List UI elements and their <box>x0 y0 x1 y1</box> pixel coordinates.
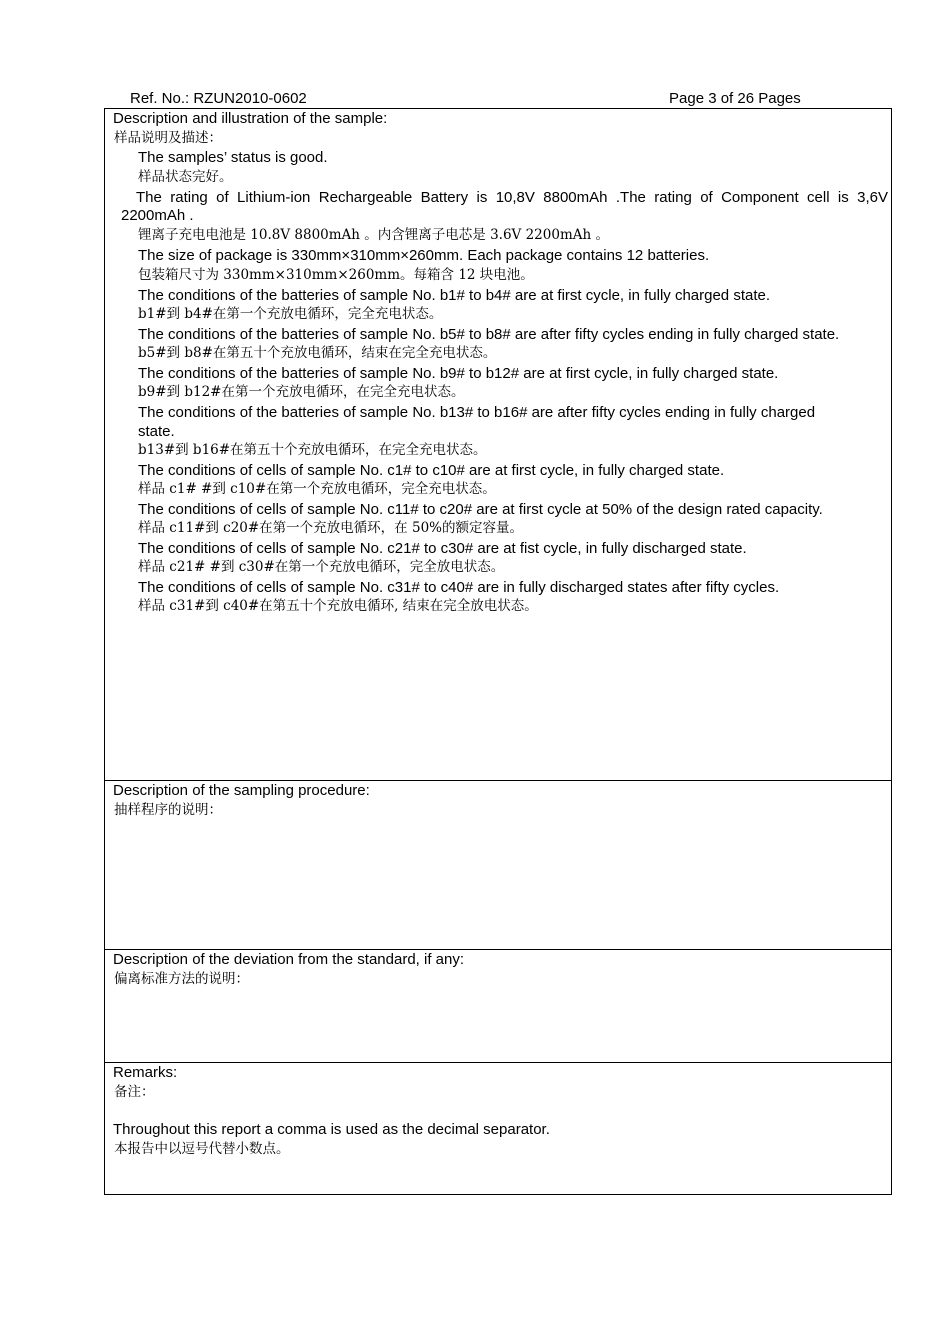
desc-line: The conditions of cells of sample No. c11# to c20# are at first cycle at 50% of the design rated capacity. <box>138 501 823 518</box>
remarks-section <box>105 1062 891 1194</box>
sample-description-section <box>105 109 891 781</box>
section-title-cn: 样品说明及描述： <box>114 130 222 146</box>
desc-line: The conditions of the batteries of sample No. b9# to b12# are at first cycle, in fully charged state. <box>138 365 779 382</box>
desc-line: 样品 c11#到 c20#在第一个充放电循环，在 50%的额定容量。 <box>138 520 523 536</box>
desc-line: The conditions of cells of sample No. c31# to c40# are in fully discharged states after fifty cycles. <box>138 579 780 596</box>
desc-line: b9#到 b12#在第一个充放电循环，在完全充电状态。 <box>138 384 465 400</box>
desc-line: 样品 c21# #到 c30#在第一个充放电循环，完全放电状态。 <box>138 559 505 575</box>
desc-line: The conditions of cells of sample No. c21# to c30# are at fist cycle, in fully discharged state. <box>138 540 747 557</box>
desc-line: 样品 c31#到 c40#在第五十个充放电循环, 结束在完全放电状态。 <box>138 598 538 614</box>
desc-line: 锂离子充电电池是 10.8V 8800mAh 。内含锂离子电芯是 3.6V 2200mAh 。 <box>138 227 609 243</box>
section-title-cn: 偏离标准方法的说明： <box>114 971 249 987</box>
desc-line: The rating of Lithium-ion Rechargeable Battery is 10,8V 8800mAh .The rating of Component cell is 3,6V <box>136 189 888 206</box>
page-number: Page 3 of 26 Pages <box>669 90 801 107</box>
desc-line: state. <box>138 423 175 440</box>
section-title-cn: 抽样程序的说明： <box>114 802 222 818</box>
desc-line: The samples’ status is good. <box>138 149 328 166</box>
section-title: Description of the deviation from the standard, if any: <box>113 951 465 968</box>
desc-line: b13#到 b16#在第五十个充放电循环，在完全充电状态。 <box>138 442 487 458</box>
section-title-cn: 备注： <box>114 1084 155 1100</box>
desc-line: 包装箱尺寸为 330mm×310mm×260mm。每箱含 12 块电池。 <box>138 267 534 283</box>
report-table <box>104 108 892 1195</box>
desc-line: 2200mAh . <box>121 207 194 224</box>
ref-number: Ref. No.: RZUN2010-0602 <box>130 90 307 107</box>
section-title: Remarks: <box>113 1064 178 1081</box>
desc-line: The conditions of the batteries of sample No. b13# to b16# are after fifty cycles ending in fully charged <box>138 404 816 421</box>
page-header <box>130 90 810 108</box>
sampling-procedure-section <box>105 780 891 949</box>
remarks-note: Throughout this report a comma is used as the decimal separator. <box>113 1121 550 1138</box>
desc-line: 样品 c1# #到 c10#在第一个充放电循环，完全充电状态。 <box>138 481 496 497</box>
section-title: Description of the sampling procedure: <box>113 782 370 799</box>
desc-line: The size of package is 330mm×310mm×260mm. Each package contains 12 batteries. <box>138 247 710 264</box>
desc-line: The conditions of the batteries of sample No. b1# to b4# are at first cycle, in fully charged state. <box>138 287 771 304</box>
desc-line: 样品状态完好。 <box>138 169 233 185</box>
remarks-note-cn: 本报告中以逗号代替小数点。 <box>114 1141 290 1157</box>
desc-line: b5#到 b8#在第五十个充放电循环，结束在完全充电状态。 <box>138 345 497 361</box>
section-title: Description and illustration of the sample: <box>113 110 388 127</box>
desc-line: b1#到 b4#在第一个充放电循环，完全充电状态。 <box>138 306 443 322</box>
deviation-section <box>105 949 891 1062</box>
desc-line: The conditions of cells of sample No. c1# to c10# are at first cycle, in fully charged state. <box>138 462 725 479</box>
desc-line: The conditions of the batteries of sample No. b5# to b8# are after fifty cycles ending in fully charged state. <box>138 326 840 343</box>
